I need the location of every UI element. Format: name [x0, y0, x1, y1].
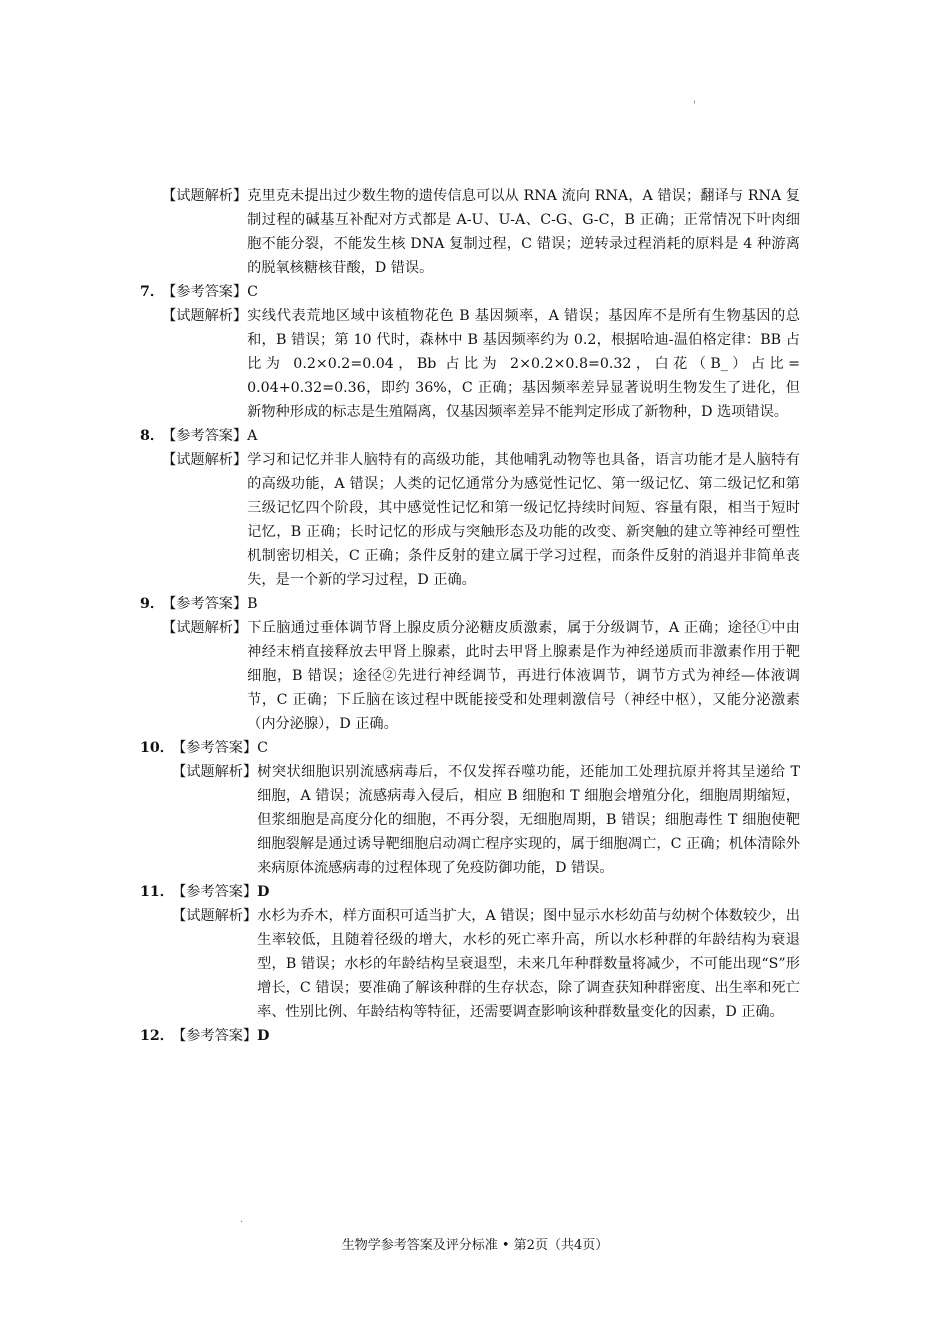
- analysis-row: [140, 616, 800, 736]
- analysis-tag: 【试题解析】: [172, 764, 258, 780]
- question-number: 12．: [140, 1028, 174, 1044]
- analysis-text: 树突状细胞识别流感病毒后，不仅发挥吞噬功能，还能加工处理抗原并将其呈递给 T 细胞，A 错误；流感病毒入侵后，相应 B 细胞和 T 细胞会增殖分化，细胞周期缩短，但浆细胞是高度分化的细胞，不再分裂，无细胞周期，B 错误；细胞毒性 T 细胞使靶细胞裂解是通过诱导靶细胞启动凋亡程序实现的，属于细胞凋亡，C 正确；机体清除外来病原体流感病毒的过程体现了免疫防御功能，D 错误。: [257, 764, 800, 876]
- answer-row: [140, 736, 800, 760]
- entry-9: [140, 592, 800, 736]
- answer-row: [140, 1024, 800, 1048]
- question-number: 8．: [140, 428, 165, 444]
- entry-7: [140, 280, 800, 424]
- analysis-tag: 【试题解析】: [162, 308, 248, 324]
- question-number: 7．: [140, 284, 165, 300]
- answer-value: D: [257, 1028, 270, 1044]
- analysis-row: [140, 904, 800, 1024]
- page-footer: 生物学参考答案及评分标准 • 第2页（共4页）: [341, 1238, 609, 1253]
- entry-12: [140, 1024, 800, 1048]
- answer-value: C: [247, 284, 258, 300]
- scan-mark-top: ': [693, 100, 696, 111]
- analysis-row: [140, 760, 800, 880]
- answer-tag: 【参考答案】: [162, 428, 248, 444]
- answer-tag: 【参考答案】: [172, 884, 258, 900]
- answer-row: [140, 280, 800, 304]
- answer-value: A: [247, 428, 258, 444]
- analysis-text: 下丘脑通过垂体调节肾上腺皮质分泌糖皮质激素，属于分级调节，A 正确；途径①中由神经末梢直接释放去甲肾上腺素，此时去甲肾上腺素是作为神经递质而非激素作用于靶细胞，B 错误；途径②先进行神经调节，再进行体液调节，调节方式为神经—体液调节，C 正确；下丘脑在该过程中既能接受和处理刺激信号（神经中枢），又能分泌激素（内分泌腺），D 正确。: [247, 620, 800, 732]
- analysis-tag: 【试题解析】: [172, 908, 258, 924]
- answer-tag: 【参考答案】: [162, 596, 248, 612]
- analysis-text: 克里克未提出过少数生物的遗传信息可以从 RNA 流向 RNA，A 错误；翻译与 RNA 复制过程的碱基互补配对方式都是 A-U、U-A、C-G、G-C，B 正确；正常情况下叶肉细胞不能分裂，不能发生核 DNA 复制过程，C 错误；逆转录过程消耗的原料是 4 种游离的脱氧核糖核苷酸，D 错误。: [247, 188, 800, 276]
- answer-value: B: [247, 596, 258, 612]
- analysis-row: [140, 184, 800, 280]
- answer-tag: 【参考答案】: [162, 284, 248, 300]
- analysis-text: 学习和记忆并非人脑特有的高级功能，其他哺乳动物等也具备，语言功能才是人脑特有的高级功能，A 错误；人类的记忆通常分为感觉性记忆、第一级记忆、第二级记忆和第三级记忆四个阶段，其中感觉性记忆和第一级记忆持续时间短、容量有限，相当于短时记忆，B 正确；长时记忆的形成与突触形态及功能的改变、新突触的建立等神经可塑性机制密切相关，C 正确；条件反射的建立属于学习过程，而条件反射的消退并非简单丧失，是一个新的学习过程，D 正确。: [247, 452, 800, 588]
- scan-mark-bottom: .: [240, 1214, 244, 1225]
- entry-8: [140, 424, 800, 592]
- answer-row: [140, 424, 800, 448]
- question-number: 11．: [140, 884, 174, 900]
- analysis-tag: 【试题解析】: [162, 452, 248, 468]
- analysis-tag: 【试题解析】: [162, 620, 248, 636]
- answer-tag: 【参考答案】: [172, 740, 258, 756]
- analysis-row: [140, 304, 800, 424]
- entry-6-continuation: [140, 184, 800, 280]
- question-number: 9．: [140, 596, 165, 612]
- analysis-tag: 【试题解析】: [162, 188, 248, 204]
- answer-tag: 【参考答案】: [172, 1028, 258, 1044]
- entry-10: [140, 736, 800, 880]
- analysis-text: 水杉为乔木，样方面积可适当扩大，A 错误；图中显示水杉幼苗与幼树个体数较少，出生率较低，且随着径级的增大，水杉的死亡率升高，所以水杉种群的年龄结构为衰退型，B 错误；水杉的年龄结构呈衰退型，未来几年种群数量将减少，不可能出现“S”形增长，C 错误；要准确了解该种群的生存状态，除了调查获知种群密度、出生率和死亡率、性别比例、年龄结构等特征，还需要调查影响该种群数量变化的因素，D 正确。: [257, 908, 800, 1020]
- answer-row: [140, 880, 800, 904]
- answer-value: D: [257, 884, 270, 900]
- answer-row: [140, 592, 800, 616]
- entry-11: [140, 880, 800, 1024]
- answer-content: [140, 184, 800, 1048]
- question-number: 10．: [140, 740, 174, 756]
- answer-value: C: [257, 740, 268, 756]
- analysis-text: 实线代表荒地区域中该植物花色 B 基因频率，A 错误；基因库不是所有生物基因的总和，B 错误；第 10 代时，森林中 B 基因频率约为 0.2，根据哈迪-温伯格定律：BB 占比为 0.2×0.2=0.04，Bb 占比为 2×0.2×0.8=0.32，白花（B_）占比= 0.04+0.32=0.36，即约 36%，C 正确；基因频率差异显著说明生物发生了进化，但新物种形成的标志是生殖隔离，仅基因频率差异不能判定形成了新物种，D 选项错误。: [247, 308, 800, 420]
- analysis-row: [140, 448, 800, 592]
